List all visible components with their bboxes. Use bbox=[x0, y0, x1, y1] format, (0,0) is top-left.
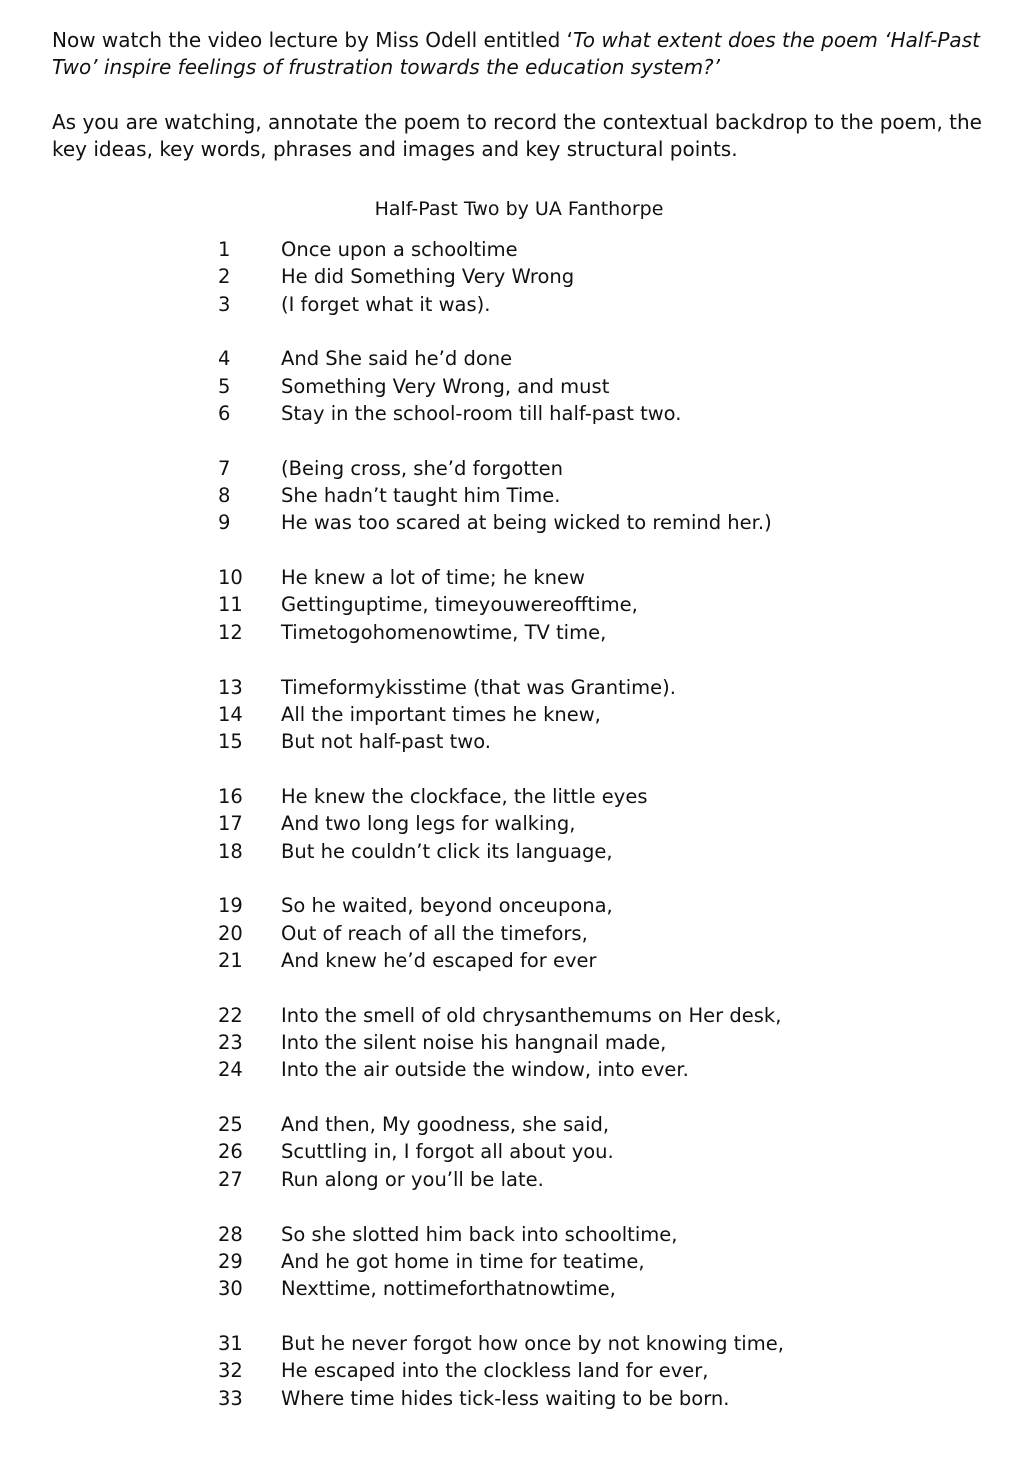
poem-line bbox=[218, 728, 998, 755]
line-number: 23 bbox=[218, 1031, 243, 1055]
line-text: So she slotted him back into schooltime, bbox=[281, 1222, 678, 1246]
line-number: 15 bbox=[218, 730, 243, 754]
line-number: 18 bbox=[218, 839, 243, 863]
line-number: 20 bbox=[218, 921, 243, 945]
line-number: 11 bbox=[218, 593, 243, 617]
poem-line bbox=[218, 1002, 998, 1029]
poem-line bbox=[218, 892, 998, 919]
poem-line bbox=[218, 701, 998, 728]
poem-line bbox=[218, 400, 998, 427]
poem-line bbox=[218, 564, 998, 591]
poem-line bbox=[218, 263, 998, 290]
poem-line bbox=[218, 1385, 998, 1412]
line-text: All the important times he knew, bbox=[281, 702, 601, 726]
line-text: So he waited, beyond onceupona, bbox=[281, 894, 613, 918]
poem-line bbox=[218, 591, 998, 618]
line-text: Timetogohomenowtime, TV time, bbox=[281, 620, 607, 644]
line-number: 26 bbox=[218, 1140, 243, 1164]
poem-line bbox=[218, 838, 998, 865]
line-number: 14 bbox=[218, 702, 243, 726]
line-text: Stay in the school-room till half-past two. bbox=[281, 401, 682, 425]
poem-line bbox=[218, 455, 998, 482]
poem-line bbox=[218, 783, 998, 810]
annotate-instructions: As you are watching, annotate the poem to record the contextual backdrop to the poem, the key ideas, key words, phrases and images and key structural points. bbox=[52, 110, 982, 161]
poem-line bbox=[218, 373, 998, 400]
line-number: 8 bbox=[218, 484, 231, 508]
poem-line bbox=[218, 810, 998, 837]
line-text: He did Something Very Wrong bbox=[281, 265, 575, 289]
line-number: 12 bbox=[218, 620, 243, 644]
line-number: 31 bbox=[218, 1331, 243, 1355]
stanza bbox=[218, 1330, 998, 1412]
poem-body bbox=[218, 236, 998, 1439]
line-number: 1 bbox=[218, 238, 231, 261]
poem-line bbox=[218, 291, 998, 318]
line-text: Into the air outside the window, into ever. bbox=[281, 1058, 689, 1082]
line-text: Where time hides tick-less waiting to be born. bbox=[281, 1386, 730, 1410]
line-number: 6 bbox=[218, 401, 231, 425]
poem-line bbox=[218, 674, 998, 701]
poem-line bbox=[218, 236, 998, 263]
stanza bbox=[218, 236, 998, 318]
stanza bbox=[218, 1111, 998, 1193]
poem-line bbox=[218, 1029, 998, 1056]
poem-line bbox=[218, 1056, 998, 1083]
poem-line bbox=[218, 1275, 998, 1302]
line-number: 19 bbox=[218, 894, 243, 918]
line-number: 4 bbox=[218, 347, 231, 371]
stanza bbox=[218, 674, 998, 756]
line-text: Scuttling in, I forgot all about you. bbox=[281, 1140, 614, 1164]
line-text: He was too scared at being wicked to remind her.) bbox=[281, 511, 772, 535]
poem-line bbox=[218, 619, 998, 646]
line-number: 28 bbox=[218, 1222, 243, 1246]
line-text: (Being cross, she’d forgotten bbox=[281, 456, 564, 480]
poem-line bbox=[218, 1330, 998, 1357]
intro-prefix: Now watch the video lecture by Miss Odell entitled ‘ bbox=[52, 28, 573, 52]
line-text: But he never forgot how once by not knowing time, bbox=[281, 1331, 784, 1355]
intro-paragraph bbox=[52, 27, 1002, 81]
line-text: He knew the clockface, the little eyes bbox=[281, 784, 648, 808]
line-text: Gettinguptime, timeyouwereofftime, bbox=[281, 593, 638, 617]
line-text: He escaped into the clockless land for ever, bbox=[281, 1359, 709, 1383]
line-text: Run along or you’ll be late. bbox=[281, 1167, 544, 1191]
line-number: 22 bbox=[218, 1003, 243, 1027]
poem-line bbox=[218, 509, 998, 536]
stanza bbox=[218, 783, 998, 865]
stanza bbox=[218, 455, 998, 537]
line-number: 33 bbox=[218, 1386, 243, 1410]
poem-line bbox=[218, 482, 998, 509]
lecture-title: To what extent does the poem ‘Half-Past Two’ inspire feelings of frustration towards the education system?’ bbox=[52, 28, 980, 79]
line-number: 7 bbox=[218, 456, 231, 480]
line-text: Something Very Wrong, and must bbox=[281, 374, 610, 398]
line-text: But he couldn’t click its language, bbox=[281, 839, 613, 863]
line-text: (I forget what it was). bbox=[281, 292, 491, 316]
line-number: 2 bbox=[218, 265, 231, 289]
line-number: 27 bbox=[218, 1167, 243, 1191]
line-text: But not half-past two. bbox=[281, 730, 491, 754]
poem-line bbox=[218, 920, 998, 947]
line-number: 24 bbox=[218, 1058, 243, 1082]
poem-line bbox=[218, 1111, 998, 1138]
line-text: And two long legs for walking, bbox=[281, 812, 576, 836]
line-number: 5 bbox=[218, 374, 231, 398]
poem-line bbox=[218, 1221, 998, 1248]
poem-line bbox=[218, 1166, 998, 1193]
line-text: And She said he’d done bbox=[281, 347, 513, 371]
line-text: And knew he’d escaped for ever bbox=[281, 948, 597, 972]
line-text: She hadn’t taught him Time. bbox=[281, 484, 561, 508]
line-number: 30 bbox=[218, 1277, 243, 1301]
stanza bbox=[218, 892, 998, 974]
line-number: 3 bbox=[218, 292, 231, 316]
line-text: And then, My goodness, she said, bbox=[281, 1113, 610, 1137]
line-number: 9 bbox=[218, 511, 231, 535]
line-text: Into the smell of old chrysanthemums on Her desk, bbox=[281, 1003, 782, 1027]
line-text: Once upon a schooltime bbox=[281, 238, 518, 261]
line-text: Into the silent noise his hangnail made, bbox=[281, 1031, 667, 1055]
line-number: 10 bbox=[218, 566, 243, 590]
poem-line bbox=[218, 1248, 998, 1275]
poem-title: Half-Past Two by UA Fanthorpe bbox=[374, 198, 664, 220]
poem-line bbox=[218, 1357, 998, 1384]
line-number: 17 bbox=[218, 812, 243, 836]
line-number: 32 bbox=[218, 1359, 243, 1383]
line-text: He knew a lot of time; he knew bbox=[281, 566, 585, 590]
line-text: And he got home in time for teatime, bbox=[281, 1249, 645, 1273]
line-number: 25 bbox=[218, 1113, 243, 1137]
line-text: Out of reach of all the timefors, bbox=[281, 921, 588, 945]
poem-line bbox=[218, 345, 998, 372]
stanza bbox=[218, 345, 998, 427]
line-text: Nexttime, nottimeforthatnowtime, bbox=[281, 1277, 616, 1301]
stanza bbox=[218, 1002, 998, 1084]
stanza bbox=[218, 564, 998, 646]
line-number: 13 bbox=[218, 675, 243, 699]
line-text: Timeformykisstime (that was Grantime). bbox=[281, 675, 676, 699]
poem-line bbox=[218, 1138, 998, 1165]
stanza bbox=[218, 1221, 998, 1303]
line-number: 21 bbox=[218, 948, 243, 972]
line-number: 29 bbox=[218, 1249, 243, 1273]
line-number: 16 bbox=[218, 784, 243, 808]
poem-line bbox=[218, 947, 998, 974]
